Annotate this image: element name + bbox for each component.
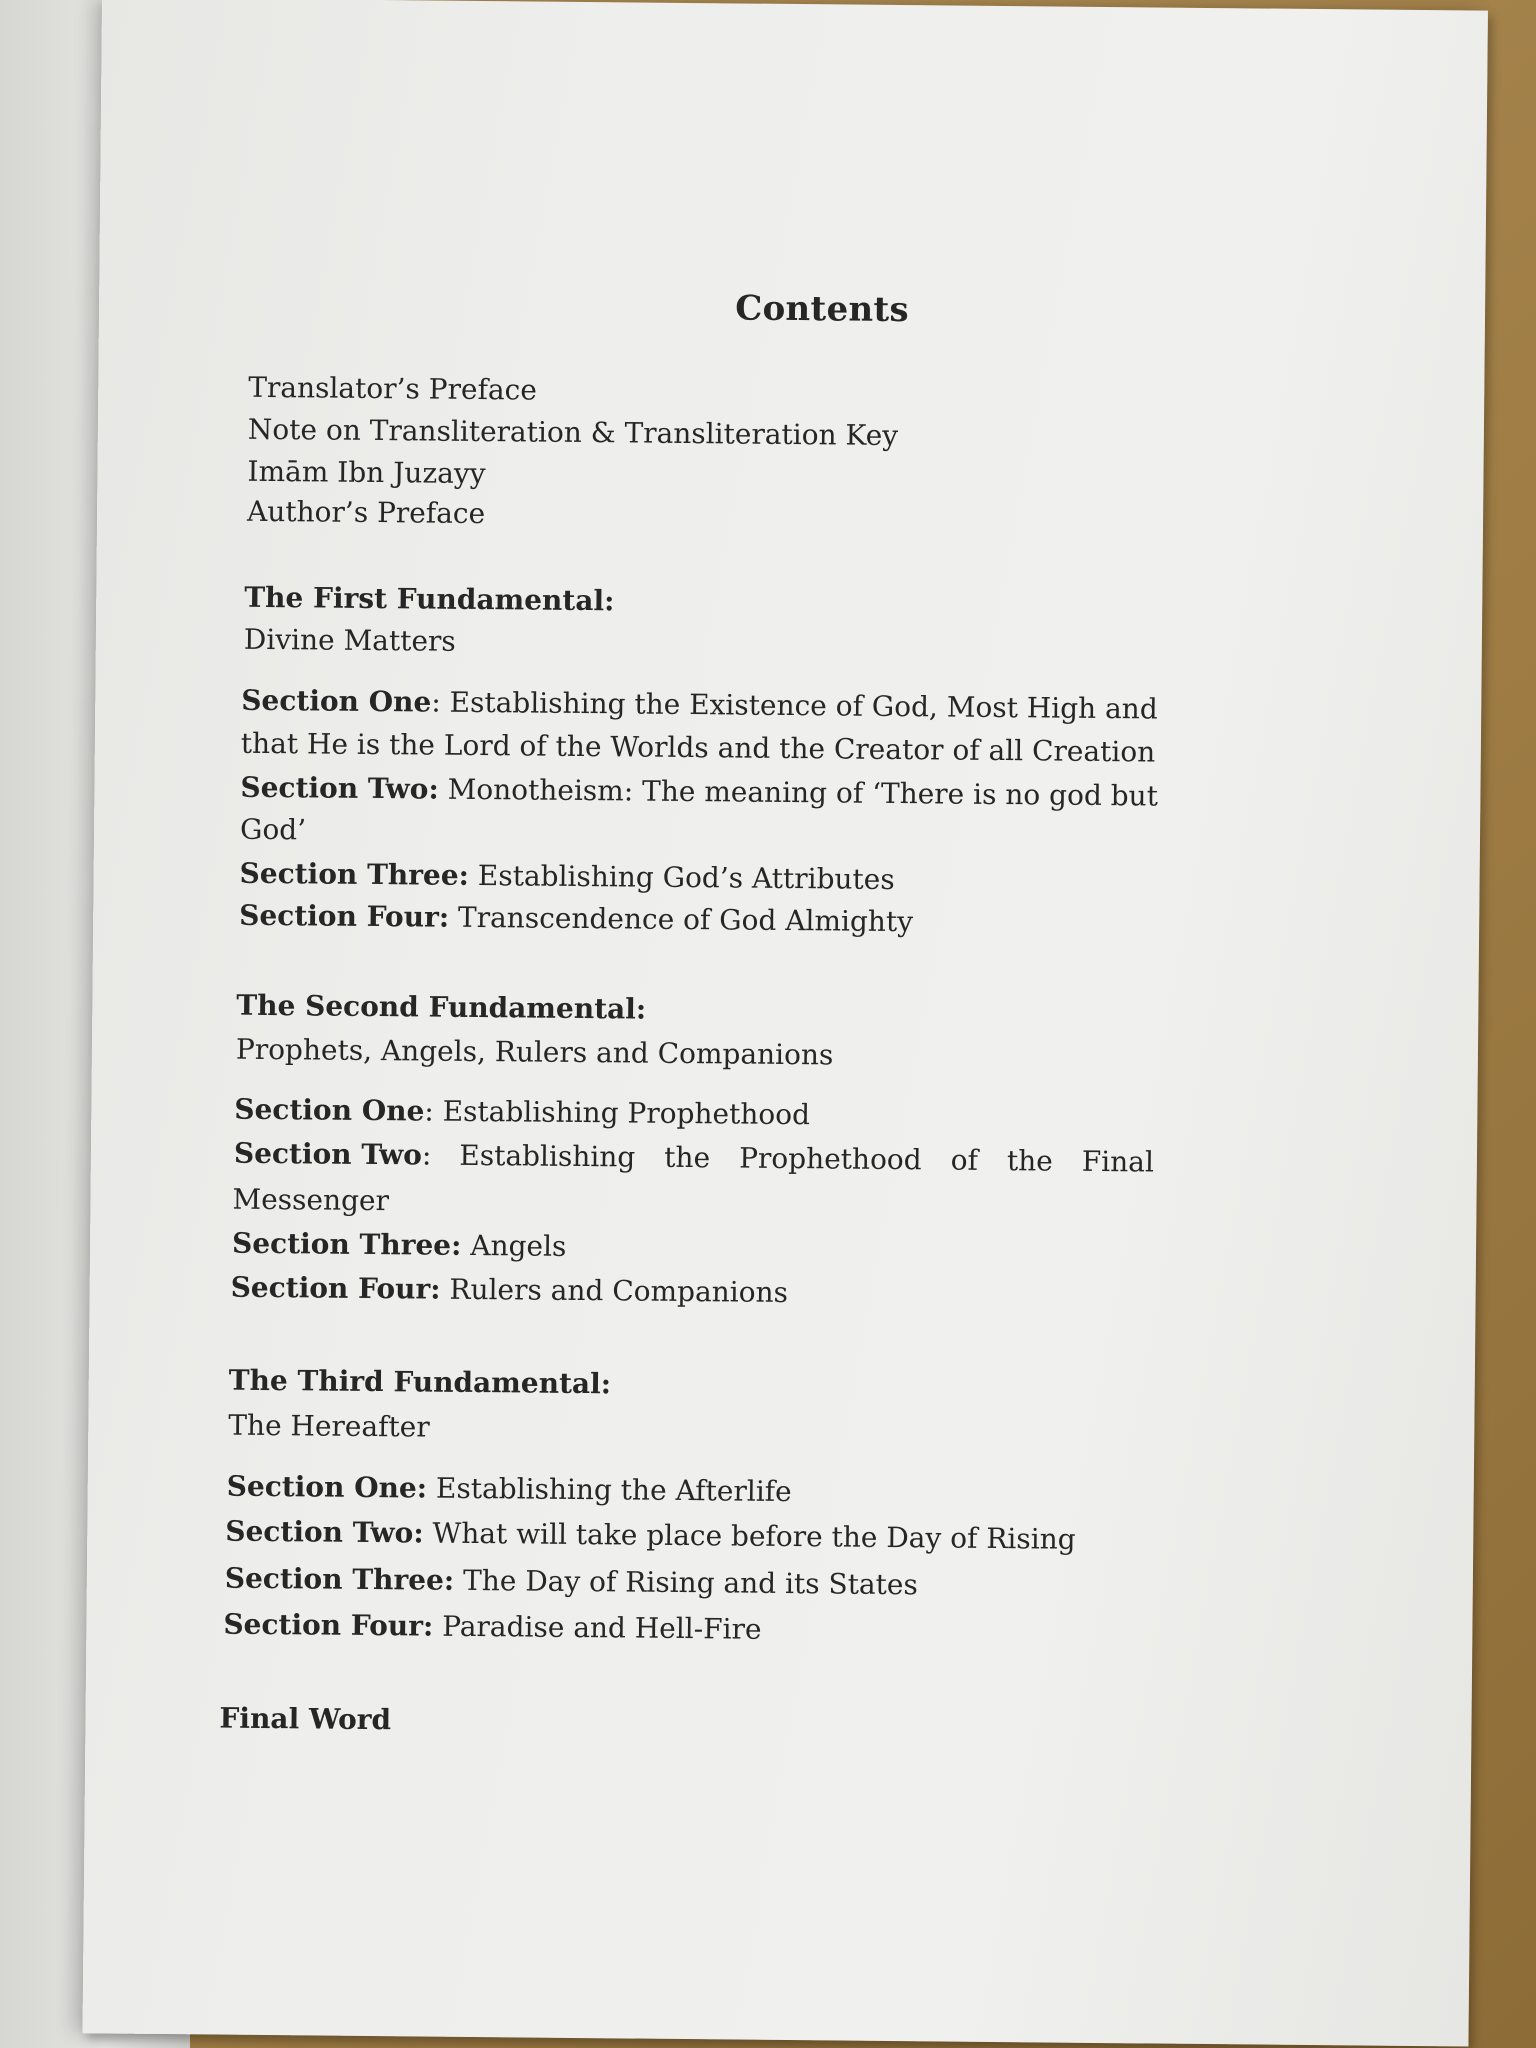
fundamental-3-section-1 — [226, 1469, 792, 1509]
fundamental-1-section-1-cont: that He is the Lord of the Worlds and the Creator of all Creation — [240, 726, 1156, 769]
section-label: Section Three: — [231, 1226, 462, 1262]
fundamental-1-section-4 — [239, 898, 914, 939]
section-title: What will take place before the Day of Rising — [423, 1516, 1076, 1556]
section-label: Section Four: — [223, 1607, 434, 1643]
section-label: Section Two: — [225, 1514, 424, 1550]
toc-entry-imam-ibn-juzayy: Imām Ibn Juzayy — [247, 454, 486, 491]
section-label-colon: : — [424, 1094, 434, 1128]
fundamental-1-section-1 — [241, 683, 1158, 726]
section-title: Monotheism: The meaning of ‘There is no god but — [438, 772, 1159, 813]
section-label: Section Three: — [239, 856, 470, 892]
fundamental-3-section-2 — [225, 1514, 1076, 1556]
fundamental-2-section-3 — [231, 1226, 567, 1263]
section-title: Establishing the Existence of God, Most High and — [440, 685, 1158, 726]
section-title: The Day of Rising and its States — [454, 1563, 918, 1602]
fundamental-1-heading: The First Fundamental: — [244, 580, 615, 618]
fundamental-2-section-4 — [230, 1270, 789, 1309]
section-label: Section One: — [226, 1469, 428, 1505]
section-label: Section Three: — [224, 1561, 455, 1597]
fundamental-2-section-1 — [234, 1092, 811, 1132]
section-label: Section Four: — [239, 898, 450, 934]
fundamental-1-subtitle: Divine Matters — [243, 622, 456, 658]
section-label: Section One — [241, 683, 432, 719]
fundamental-1-section-2 — [240, 770, 1159, 813]
fundamental-3-subtitle: The Hereafter — [228, 1408, 430, 1444]
section-label: Section Two: — [240, 770, 439, 806]
section-title: Establishing God’s Attributes — [468, 858, 895, 896]
final-word: Final Word — [219, 1701, 392, 1737]
toc-entry-authors-preface: Author’s Preface — [246, 494, 486, 531]
table-of-contents — [82, 0, 1487, 2047]
section-label: Section Four: — [230, 1270, 441, 1306]
section-label-colon: : — [431, 685, 441, 719]
fundamental-1-section-2-cont: God’ — [239, 812, 307, 847]
fundamental-3-section-3 — [224, 1561, 918, 1602]
fundamental-2-subtitle: Prophets, Angels, Rulers and Companions — [235, 1032, 834, 1072]
section-label-colon: : — [421, 1138, 432, 1172]
fundamental-3-section-4 — [223, 1607, 762, 1646]
section-label: Section One — [234, 1092, 425, 1128]
section-label-group — [233, 1136, 432, 1172]
fundamental-2-section-2 — [233, 1136, 1155, 1179]
section-title: Establishing the Afterlife — [426, 1471, 792, 1509]
toc-entry-translators-preface: Translator’s Preface — [248, 370, 538, 407]
section-title: Paradise and Hell-Fire — [433, 1609, 762, 1646]
section-title: Rulers and Companions — [440, 1272, 789, 1309]
fundamental-2-heading: The Second Fundamental: — [236, 988, 647, 1026]
section-title: Angels — [461, 1228, 567, 1263]
section-label: Section Two — [233, 1136, 423, 1172]
fundamental-2-section-2-cont: Messenger — [232, 1182, 390, 1218]
contents-title: Contents — [734, 288, 910, 331]
book-page — [82, 0, 1487, 2047]
toc-entry-transliteration-note: Note on Transliteration & Transliteration Key — [247, 412, 899, 453]
section-title: Establishing the Prophethood of the Final — [459, 1138, 1155, 1179]
fundamental-3-heading: The Third Fundamental: — [228, 1363, 612, 1401]
section-title: Transcendence of God Almighty — [448, 900, 914, 939]
section-title: Establishing Prophethood — [433, 1094, 811, 1132]
fundamental-1-section-3 — [239, 856, 895, 896]
